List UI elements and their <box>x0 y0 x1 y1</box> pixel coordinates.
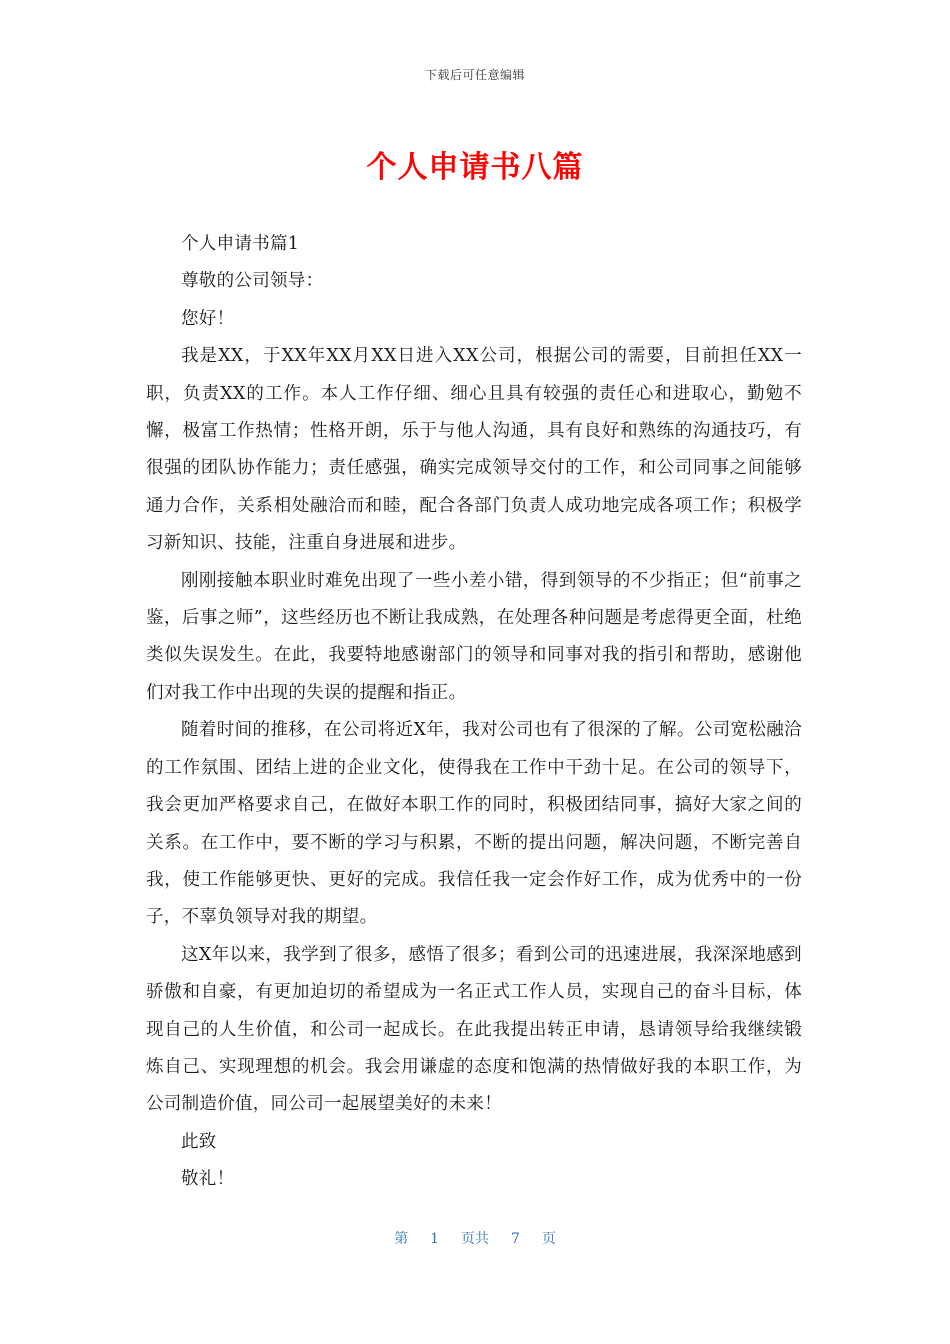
header-note: 下载后可任意编辑 <box>424 68 525 82</box>
footer-page-middle: 页共 <box>461 1231 489 1247</box>
footer-page-suffix: 页 <box>541 1231 556 1247</box>
document-body <box>146 226 802 1199</box>
paragraph-1: 我是XX，于XX年XX月XX日进入XX公司，根据公司的需要，目前担任XX一职，负责XX的工作。本人工作仔细、细心且具有较强的责任心和进取心，勤勉不懈，极富工作热情；性格开朗，乐于与他人沟通，具有良好和熟练的沟通技巧，有很强的团队协作能力；责任感强，确实完成领导交付的工作，和公司同事之间能够通力合作，关系相处融洽而和睦，配合各部门负责人成功地完成各项工作；积极学习新知识、技能，注重自身进展和进步。 <box>146 346 802 554</box>
page-footer <box>0 1228 950 1248</box>
greeting: 您好！ <box>181 308 235 329</box>
footer-page-prefix: 第 <box>394 1231 409 1247</box>
section-heading: 个人申请书篇1 <box>181 234 300 254</box>
footer-current-page: 1 <box>430 1231 439 1247</box>
paragraph-4: 这X年以来，我学到了很多，感悟了很多；看到公司的迅速进展，我深深地感到骄傲和自豪，有更加迫切的希望成为一名正式工作人员，实现自己的奋斗目标，体现自己的人生价值，和公司一起成长。在此我提出转正申请，恳请领导给我继续锻炼自己、实现理想的机会。我会用谦虚的态度和饱满的热情做好我的本职工作，为公司制造价值，同公司一起展望美好的未来！ <box>146 944 802 1115</box>
closing-line-1: 此致 <box>181 1131 217 1152</box>
salutation: 尊敬的公司领导： <box>181 271 324 292</box>
footer-total-pages: 7 <box>511 1231 520 1247</box>
closing-line-2: 敬礼！ <box>181 1169 235 1190</box>
document-title: 个人申请书八篇 <box>366 150 584 185</box>
paragraph-2: 刚刚接触本职业时难免出现了一些小差小错，得到领导的不少指正；但“前事之鉴，后事之师”，这些经历也不断让我成熟，在处理各种问题是考虑得更全面，杜绝类似失误发生。在此，我要特地感谢部门的领导和同事对我的指引和帮助，感谢他们对我工作中出现的失误的提醒和指正。 <box>146 570 802 703</box>
paragraph-3: 随着时间的推移，在公司将近X年，我对公司也有了很深的了解。公司宽松融洽的工作氛围、团结上进的企业文化，使得我在工作中干劲十足。在公司的领导下，我会更加严格要求自己，在做好本职工作的同时，积极团结同事，搞好大家之间的关系。在工作中，要不断的学习与积累，不断的提出问题，解决问题，不断完善自我，使工作能够更快、更好的完成。我信任我一定会作好工作，成为优秀中的一份子，不辜负领导对我的期望。 <box>146 720 802 928</box>
